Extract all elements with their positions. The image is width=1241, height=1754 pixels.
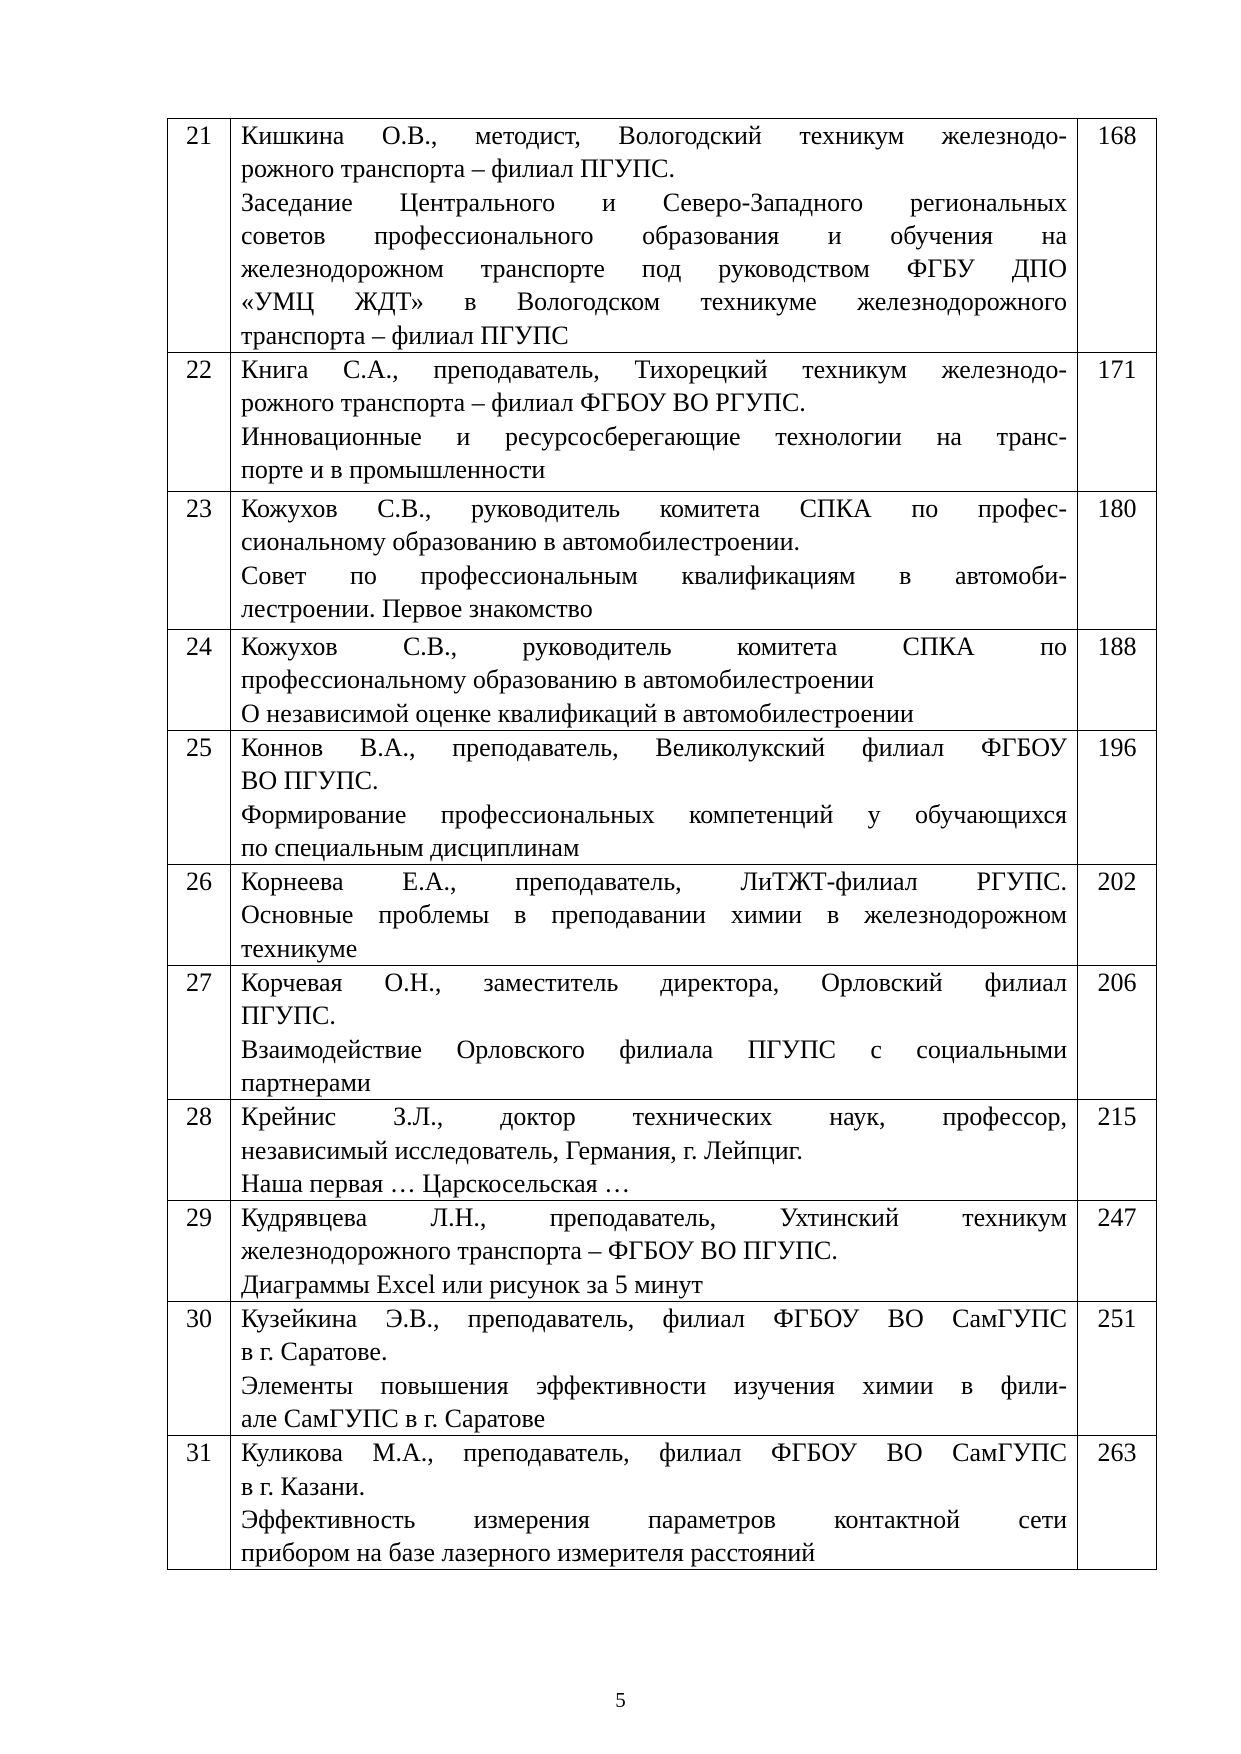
- entry-text-line: «УМЦ ЖДТ» в Вологодском техникуме железнодорожного: [241, 287, 1067, 317]
- entry-text-line: Кишкина О.В., методист, Вологодский техникум железнодо-: [241, 121, 1067, 150]
- entry-description: [231, 1100, 1078, 1201]
- entry-text-line: Заседание Центрального и Северо-Западного региональных: [241, 187, 1067, 217]
- toc-row: [168, 1201, 1157, 1302]
- entry-text-line: Книга С.А., преподаватель, Тихорецкий техникум железнодо-: [241, 355, 1067, 385]
- entry-text-line: независимый исследователь, Германия, г. Лейпциг.: [241, 1135, 803, 1165]
- entry-text-line: Куликова М.А., преподаватель, филиал ФГБОУ ВО СамГУПС: [241, 1438, 1067, 1468]
- entry-page: 188: [1078, 630, 1157, 731]
- toc-row: [168, 1436, 1157, 1570]
- toc-row: [168, 966, 1157, 1100]
- entry-page: 171: [1078, 353, 1157, 492]
- entry-description: [231, 730, 1078, 864]
- entry-text-line: в г. Саратове.: [241, 1337, 388, 1367]
- toc-row: [168, 119, 1157, 353]
- entry-description: [231, 966, 1078, 1100]
- entry-description: [231, 865, 1078, 966]
- entry-page: 196: [1078, 730, 1157, 864]
- toc-row: [168, 1302, 1157, 1436]
- entry-text-line: ВО ПГУПС.: [241, 766, 379, 796]
- toc-row: [168, 353, 1157, 492]
- entry-page: 247: [1078, 1201, 1157, 1302]
- entry-description: [231, 492, 1078, 630]
- entry-description: [231, 1302, 1078, 1436]
- entry-text-line: лестроении. Первое знакомство: [241, 593, 593, 623]
- entry-number: 31: [168, 1436, 231, 1570]
- entry-page: 202: [1078, 865, 1157, 966]
- entry-text-line: Корчевая О.Н., заместитель директора, Орловский филиал: [241, 968, 1067, 998]
- entry-text-line: техникуме: [241, 933, 358, 963]
- entry-text-line: ПГУПС.: [241, 1001, 336, 1031]
- entry-number: 30: [168, 1302, 231, 1436]
- entry-text-line: прибором на базе лазерного измерителя расстояний: [241, 1538, 816, 1568]
- entry-number: 23: [168, 492, 231, 630]
- entry-text-line: Основные проблемы в преподавании химии в железнодорожном: [241, 900, 1067, 930]
- entry-text-line: Инновационные и ресурсосберегающие технологии на транс-: [241, 421, 1067, 451]
- entry-number: 27: [168, 966, 231, 1100]
- entry-page: 180: [1078, 492, 1157, 630]
- entry-description: [231, 630, 1078, 731]
- entry-text-line: по специальным дисциплинам: [241, 832, 580, 862]
- entry-number: 28: [168, 1100, 231, 1201]
- entry-text-line: Корнеева Е.А., преподаватель, ЛиТЖТ-филиал РГУПС.: [241, 867, 1067, 897]
- entry-page: 251: [1078, 1302, 1157, 1436]
- entry-page: 206: [1078, 966, 1157, 1100]
- entry-text-line: железнодорожного транспорта – ФГБОУ ВО ПГУПС.: [241, 1236, 838, 1266]
- entry-text-line: порте и в промышленности: [241, 454, 546, 484]
- entry-text-line: сиональному образованию в автомобилестроении.: [241, 527, 800, 557]
- entry-text-line: Кожухов С.В., руководитель комитета СПКА по профес-: [241, 494, 1067, 524]
- entry-description: [231, 1201, 1078, 1302]
- entry-number: 24: [168, 630, 231, 731]
- entry-text-line: в г. Казани.: [241, 1471, 366, 1501]
- entry-text-line: О независимой оценке квалификаций в автомобилестроении: [241, 698, 914, 728]
- toc-row: [168, 730, 1157, 864]
- entry-text-line: Кожухов С.В., руководитель комитета СПКА по: [241, 632, 1067, 662]
- entry-text-line: Диаграммы Excel или рисунок за 5 минут: [241, 1269, 703, 1299]
- entry-text-line: Крейнис З.Л., доктор технических наук, профессор,: [241, 1102, 1067, 1132]
- entry-description: [231, 119, 1078, 353]
- entry-description: [231, 1436, 1078, 1570]
- entry-text-line: рожного транспорта – филиал ФГБОУ ВО РГУПС.: [241, 388, 806, 418]
- contents-table-body: [168, 119, 1157, 1570]
- entry-page: 263: [1078, 1436, 1157, 1570]
- entry-number: 21: [168, 119, 231, 353]
- entry-text-line: партнерами: [241, 1067, 371, 1097]
- entry-description: [231, 353, 1078, 492]
- toc-row: [168, 1100, 1157, 1201]
- entry-text-line: железнодорожном транспорте под руководством ФГБУ ДПО: [241, 254, 1067, 284]
- entry-text-line: Элементы повышения эффективности изучения химии в фили-: [241, 1370, 1067, 1400]
- entry-text-line: профессиональному образованию в автомобилестроении: [241, 665, 874, 695]
- entry-text-line: Формирование профессиональных компетенций у обучающихся: [241, 799, 1067, 829]
- entry-text-line: Совет по профессиональным квалификациям в автомоби-: [241, 560, 1067, 590]
- entry-number: 22: [168, 353, 231, 492]
- page-number: 5: [615, 1688, 626, 1712]
- entry-number: 26: [168, 865, 231, 966]
- entry-text-line: транспорта – филиал ПГУПС: [241, 320, 569, 350]
- toc-row: [168, 492, 1157, 630]
- entry-text-line: Эффективность измерения параметров контактной сети: [241, 1504, 1067, 1534]
- toc-row: [168, 865, 1157, 966]
- entry-text-line: советов профессионального образования и обучения на: [241, 220, 1067, 250]
- entry-text-line: Коннов В.А., преподаватель, Великолукский филиал ФГБОУ: [241, 732, 1067, 762]
- entry-text-line: Наша первая … Царскосельская …: [241, 1168, 631, 1198]
- entry-page: 168: [1078, 119, 1157, 353]
- toc-row: [168, 630, 1157, 731]
- entry-number: 29: [168, 1201, 231, 1302]
- entry-text-line: рожного транспорта – филиал ПГУПС.: [241, 154, 675, 184]
- entry-text-line: але СамГУПС в г. Саратове: [241, 1403, 546, 1433]
- entry-page: 215: [1078, 1100, 1157, 1201]
- entry-text-line: Кузейкина Э.В., преподаватель, филиал ФГБОУ ВО СамГУПС: [241, 1304, 1067, 1334]
- contents-table: [167, 118, 1157, 1570]
- entry-number: 25: [168, 730, 231, 864]
- entry-text-line: Кудрявцева Л.Н., преподаватель, Ухтинский техникум: [241, 1203, 1067, 1233]
- entry-text-line: Взаимодействие Орловского филиала ПГУПС с социальными: [241, 1034, 1067, 1064]
